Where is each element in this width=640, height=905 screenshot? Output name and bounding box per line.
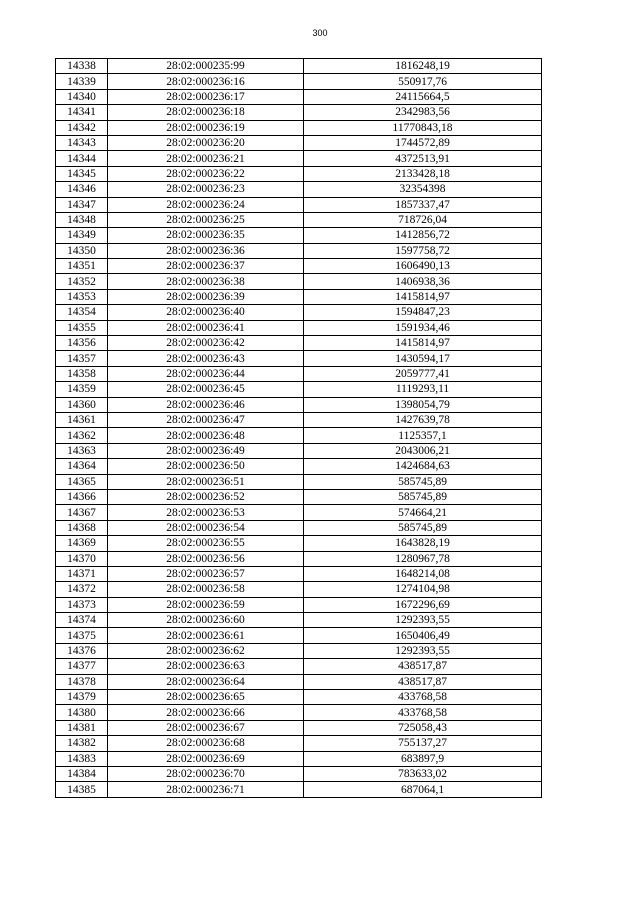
row-number-cell: 14381 [56, 720, 108, 735]
value-cell: 1125357,1 [304, 428, 542, 443]
value-cell: 683897,9 [304, 751, 542, 766]
row-number-cell: 14344 [56, 151, 108, 166]
table-row [56, 366, 542, 381]
table-row [56, 120, 542, 135]
row-number-cell: 14359 [56, 382, 108, 397]
cadastral-number-cell: 28:02:000236:68 [108, 736, 304, 751]
value-cell: 24115664,5 [304, 89, 542, 104]
cadastral-number-cell: 28:02:000236:63 [108, 659, 304, 674]
cadastral-number-cell: 28:02:000236:71 [108, 782, 304, 797]
table-row [56, 289, 542, 304]
table-row [56, 551, 542, 566]
row-number-cell: 14352 [56, 274, 108, 289]
table-row [56, 166, 542, 181]
row-number-cell: 14364 [56, 459, 108, 474]
row-number-cell: 14366 [56, 489, 108, 504]
row-number-cell: 14356 [56, 336, 108, 351]
cadastral-number-cell: 28:02:000236:41 [108, 320, 304, 335]
value-cell: 2342983,56 [304, 105, 542, 120]
cadastral-number-cell: 28:02:000236:20 [108, 135, 304, 150]
table-row [56, 274, 542, 289]
cadastral-number-cell: 28:02:000236:70 [108, 766, 304, 781]
cadastral-number-cell: 28:02:000236:45 [108, 382, 304, 397]
table-row [56, 751, 542, 766]
value-cell: 1650406,49 [304, 628, 542, 643]
row-number-cell: 14375 [56, 628, 108, 643]
table-row [56, 566, 542, 581]
cadastral-number-cell: 28:02:000236:67 [108, 720, 304, 735]
table-row [56, 182, 542, 197]
table-row [56, 674, 542, 689]
value-cell: 1857337,47 [304, 197, 542, 212]
value-cell: 1643828,19 [304, 536, 542, 551]
cadastral-number-cell: 28:02:000236:40 [108, 305, 304, 320]
value-cell: 1406938,36 [304, 274, 542, 289]
table-row [56, 336, 542, 351]
row-number-cell: 14370 [56, 551, 108, 566]
table-row [56, 659, 542, 674]
cadastral-number-cell: 28:02:000236:64 [108, 674, 304, 689]
cadastral-number-cell: 28:02:000236:56 [108, 551, 304, 566]
cadastral-number-cell: 28:02:000236:35 [108, 228, 304, 243]
table-row [56, 782, 542, 797]
cadastral-number-cell: 28:02:000236:59 [108, 597, 304, 612]
value-cell: 438517,87 [304, 659, 542, 674]
row-number-cell: 14353 [56, 289, 108, 304]
cadastral-number-cell: 28:02:000236:57 [108, 566, 304, 581]
cadastral-number-cell: 28:02:000236:44 [108, 366, 304, 381]
table-row [56, 766, 542, 781]
row-number-cell: 14369 [56, 536, 108, 551]
row-number-cell: 14382 [56, 736, 108, 751]
value-cell: 1606490,13 [304, 259, 542, 274]
value-cell: 433768,58 [304, 690, 542, 705]
table-row [56, 243, 542, 258]
value-cell: 2043006,21 [304, 443, 542, 458]
value-cell: 11770843,18 [304, 120, 542, 135]
table-row [56, 105, 542, 120]
table-row [56, 135, 542, 150]
table-body [56, 59, 542, 798]
value-cell: 1415814,97 [304, 289, 542, 304]
table-row [56, 520, 542, 535]
cadastral-number-cell: 28:02:000236:22 [108, 166, 304, 181]
table-row [56, 474, 542, 489]
row-number-cell: 14365 [56, 474, 108, 489]
cadastral-number-cell: 28:02:000236:49 [108, 443, 304, 458]
value-cell: 1415814,97 [304, 336, 542, 351]
value-cell: 585745,89 [304, 520, 542, 535]
value-cell: 1816248,19 [304, 59, 542, 74]
cadastral-number-cell: 28:02:000236:43 [108, 351, 304, 366]
table-row [56, 259, 542, 274]
cadastral-number-cell: 28:02:000235:99 [108, 59, 304, 74]
cadastral-number-cell: 28:02:000236:36 [108, 243, 304, 258]
value-cell: 438517,87 [304, 674, 542, 689]
table-row [56, 536, 542, 551]
value-cell: 1292393,55 [304, 643, 542, 658]
value-cell: 550917,76 [304, 74, 542, 89]
row-number-cell: 14384 [56, 766, 108, 781]
cadastral-number-cell: 28:02:000236:16 [108, 74, 304, 89]
row-number-cell: 14376 [56, 643, 108, 658]
row-number-cell: 14361 [56, 412, 108, 427]
table-row [56, 320, 542, 335]
value-cell: 585745,89 [304, 474, 542, 489]
value-cell: 1280967,78 [304, 551, 542, 566]
cadastral-number-cell: 28:02:000236:17 [108, 89, 304, 104]
value-cell: 1430594,17 [304, 351, 542, 366]
table-row [56, 613, 542, 628]
cadastral-number-cell: 28:02:000236:62 [108, 643, 304, 658]
row-number-cell: 14362 [56, 428, 108, 443]
value-cell: 1672296,69 [304, 597, 542, 612]
row-number-cell: 14367 [56, 505, 108, 520]
cadastral-number-cell: 28:02:000236:24 [108, 197, 304, 212]
cadastral-number-cell: 28:02:000236:58 [108, 582, 304, 597]
row-number-cell: 14348 [56, 212, 108, 227]
table-row [56, 74, 542, 89]
value-cell: 725058,43 [304, 720, 542, 735]
row-number-cell: 14343 [56, 135, 108, 150]
table-row [56, 690, 542, 705]
row-number-cell: 14380 [56, 705, 108, 720]
cadastral-value-table [55, 58, 542, 798]
value-cell: 687064,1 [304, 782, 542, 797]
value-cell: 718726,04 [304, 212, 542, 227]
cadastral-number-cell: 28:02:000236:38 [108, 274, 304, 289]
row-number-cell: 14346 [56, 182, 108, 197]
cadastral-number-cell: 28:02:000236:37 [108, 259, 304, 274]
row-number-cell: 14355 [56, 320, 108, 335]
row-number-cell: 14349 [56, 228, 108, 243]
table-row [56, 582, 542, 597]
row-number-cell: 14360 [56, 397, 108, 412]
table-row [56, 412, 542, 427]
cadastral-number-cell: 28:02:000236:69 [108, 751, 304, 766]
row-number-cell: 14383 [56, 751, 108, 766]
value-cell: 433768,58 [304, 705, 542, 720]
row-number-cell: 14347 [56, 197, 108, 212]
value-cell: 1412856,72 [304, 228, 542, 243]
value-cell: 1597758,72 [304, 243, 542, 258]
value-cell: 1594847,23 [304, 305, 542, 320]
cadastral-number-cell: 28:02:000236:18 [108, 105, 304, 120]
cadastral-number-cell: 28:02:000236:47 [108, 412, 304, 427]
table-row [56, 489, 542, 504]
cadastral-number-cell: 28:02:000236:61 [108, 628, 304, 643]
row-number-cell: 14371 [56, 566, 108, 581]
table-row [56, 736, 542, 751]
row-number-cell: 14385 [56, 782, 108, 797]
value-cell: 1744572,89 [304, 135, 542, 150]
table-row [56, 305, 542, 320]
value-cell: 783633,02 [304, 766, 542, 781]
table-row [56, 705, 542, 720]
value-cell: 32354398 [304, 182, 542, 197]
row-number-cell: 14357 [56, 351, 108, 366]
row-number-cell: 14351 [56, 259, 108, 274]
table-row [56, 597, 542, 612]
value-cell: 1292393,55 [304, 613, 542, 628]
cadastral-number-cell: 28:02:000236:42 [108, 336, 304, 351]
table-row [56, 459, 542, 474]
row-number-cell: 14363 [56, 443, 108, 458]
cadastral-number-cell: 28:02:000236:21 [108, 151, 304, 166]
value-cell: 1398054,79 [304, 397, 542, 412]
cadastral-number-cell: 28:02:000236:66 [108, 705, 304, 720]
value-cell: 585745,89 [304, 489, 542, 504]
value-cell: 574664,21 [304, 505, 542, 520]
row-number-cell: 14379 [56, 690, 108, 705]
table-row [56, 89, 542, 104]
table-row [56, 197, 542, 212]
row-number-cell: 14372 [56, 582, 108, 597]
table-row [56, 397, 542, 412]
row-number-cell: 14350 [56, 243, 108, 258]
page-number: 300 [312, 28, 328, 38]
value-cell: 1591934,46 [304, 320, 542, 335]
table-row [56, 628, 542, 643]
row-number-cell: 14358 [56, 366, 108, 381]
row-number-cell: 14340 [56, 89, 108, 104]
row-number-cell: 14341 [56, 105, 108, 120]
row-number-cell: 14373 [56, 597, 108, 612]
row-number-cell: 14368 [56, 520, 108, 535]
cadastral-number-cell: 28:02:000236:39 [108, 289, 304, 304]
value-cell: 2059777,41 [304, 366, 542, 381]
cadastral-number-cell: 28:02:000236:53 [108, 505, 304, 520]
table-row [56, 443, 542, 458]
table-row [56, 59, 542, 74]
table-row [56, 151, 542, 166]
row-number-cell: 14338 [56, 59, 108, 74]
cadastral-number-cell: 28:02:000236:25 [108, 212, 304, 227]
value-cell: 2133428,18 [304, 166, 542, 181]
cadastral-number-cell: 28:02:000236:65 [108, 690, 304, 705]
cadastral-number-cell: 28:02:000236:46 [108, 397, 304, 412]
value-cell: 1648214,08 [304, 566, 542, 581]
cadastral-number-cell: 28:02:000236:51 [108, 474, 304, 489]
row-number-cell: 14339 [56, 74, 108, 89]
row-number-cell: 14377 [56, 659, 108, 674]
value-cell: 1424684,63 [304, 459, 542, 474]
table-row [56, 428, 542, 443]
cadastral-number-cell: 28:02:000236:55 [108, 536, 304, 551]
table-row [56, 212, 542, 227]
value-cell: 755137,27 [304, 736, 542, 751]
cadastral-number-cell: 28:02:000236:60 [108, 613, 304, 628]
table-row [56, 228, 542, 243]
cadastral-number-cell: 28:02:000236:54 [108, 520, 304, 535]
value-cell: 1119293,11 [304, 382, 542, 397]
value-cell: 1274104,98 [304, 582, 542, 597]
cadastral-number-cell: 28:02:000236:19 [108, 120, 304, 135]
row-number-cell: 14342 [56, 120, 108, 135]
row-number-cell: 14378 [56, 674, 108, 689]
row-number-cell: 14345 [56, 166, 108, 181]
row-number-cell: 14374 [56, 613, 108, 628]
cadastral-number-cell: 28:02:000236:48 [108, 428, 304, 443]
value-cell: 1427639,78 [304, 412, 542, 427]
table-row [56, 382, 542, 397]
table-row [56, 720, 542, 735]
value-cell: 4372513,91 [304, 151, 542, 166]
table-row [56, 351, 542, 366]
cadastral-number-cell: 28:02:000236:50 [108, 459, 304, 474]
cadastral-number-cell: 28:02:000236:23 [108, 182, 304, 197]
table-row [56, 643, 542, 658]
table-row [56, 505, 542, 520]
cadastral-number-cell: 28:02:000236:52 [108, 489, 304, 504]
row-number-cell: 14354 [56, 305, 108, 320]
